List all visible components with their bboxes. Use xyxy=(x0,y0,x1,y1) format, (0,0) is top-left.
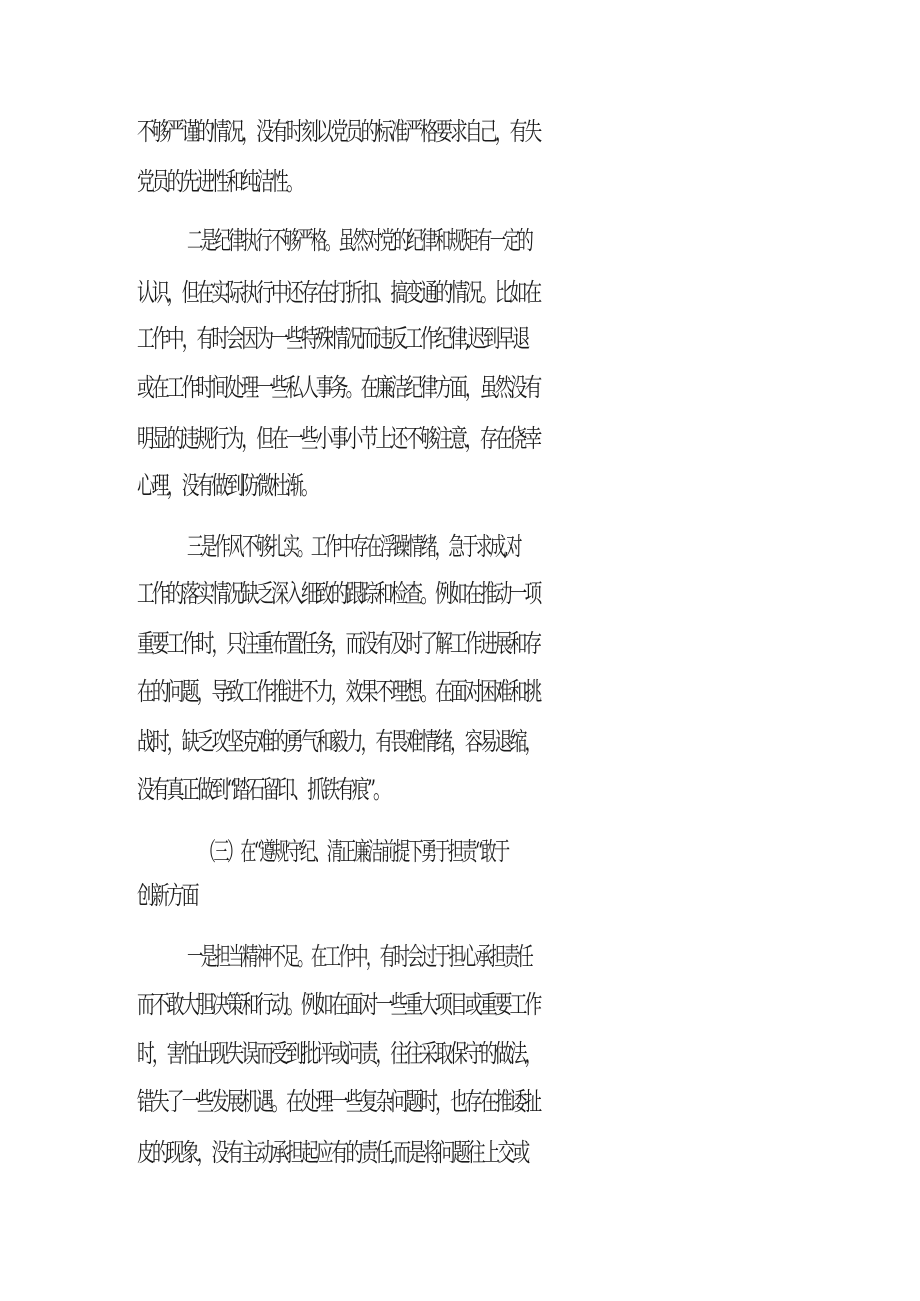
text-line: 没有真正做到“踏石留印、抓铁有痕”。 xyxy=(137,775,388,804)
text-line: 工作的落实情况缺乏深入细致的跟踪和检查。例如在推动一项 xyxy=(137,579,540,608)
section-heading: （三）在“遵规守纪、清正廉洁前提下勇于担责“敢于 xyxy=(200,837,508,866)
text-line: 皮的现象，没有主动承担起应有的责任,而是将问题往上交或 xyxy=(137,1138,528,1167)
text-line: 时，害怕出现失误而受到批评或问责，往往采取保守的做法， xyxy=(137,1039,540,1068)
text-line: 二是纪律执行不够严格。虽然对党的纪律和规矩有一定的 xyxy=(187,226,532,255)
text-line: 错失了一些发展机遇。在处理一些复杂问题时，也存在推诿扯 xyxy=(137,1087,540,1116)
text-line: 一是担当精神不足。在工作中，有时会过于担心承担责任 xyxy=(187,942,532,971)
text-line: 战时，缺乏攻坚克难的勇气和毅力，有畏难情绪，容易退缩， xyxy=(137,727,540,756)
text-line: 工作中，有时会因为一些特殊情况而违反工作纪律,迟到早退 xyxy=(137,324,528,353)
text-line: 重要工作时，只注重布置任务，而没有及时了解工作进展和存 xyxy=(137,629,540,658)
text-line: 心理，没有做到防微杜渐。 xyxy=(137,471,316,500)
text-line: 或在工作时间处理一些私人事务。在廉洁纪律方面，虽然没有 xyxy=(137,373,540,402)
text-line: 党员的先进性和纯洁性。 xyxy=(137,167,301,196)
text-line: 而不敢大胆决策和行动。例如在面对一些重大项目或重要工作 xyxy=(137,990,540,1019)
text-line: 三是作风不够扎实。工作中存在浮躁情绪，急于求成,对 xyxy=(187,532,520,561)
section-heading: 创新方面 xyxy=(137,881,197,910)
text-line: 认识，但在实际执行中还存在打折扣、搞变通的情况。比如在 xyxy=(137,278,540,307)
text-line: 不够严谨的情况，没有时刻以党员的标准严格要求自己，有失 xyxy=(137,117,540,146)
text-line: 明显的违规行为，但在一些小事小节上还不够注意，存在侥幸 xyxy=(137,424,540,453)
text-line: 在的问题，导致工作推进不力，效果不理想。在面对困难和挑 xyxy=(137,677,540,706)
